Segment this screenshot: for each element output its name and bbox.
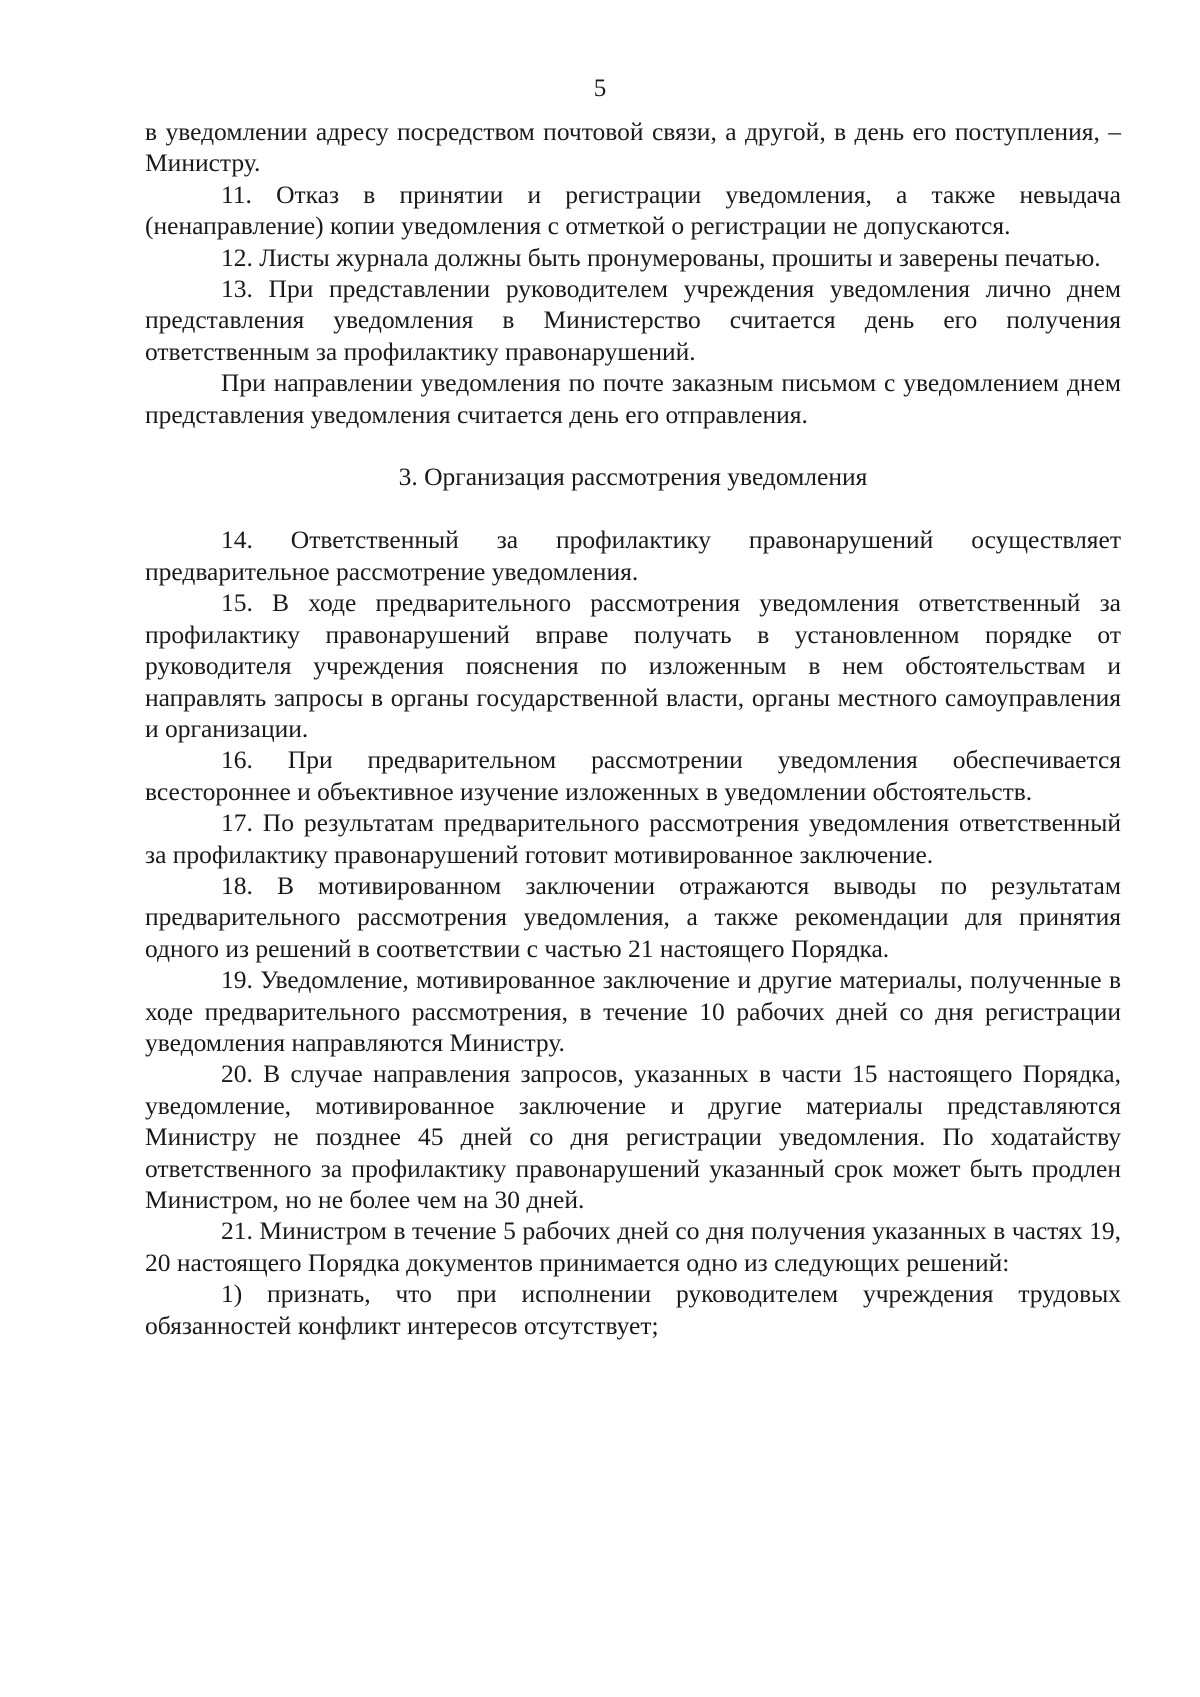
paragraph-12: 12. Листы журнала должны быть пронумерованы, прошиты и заверены печатью. — [221, 242, 1101, 272]
paragraph-13-mail: При направлении уведомления по почте заказным письмом с уведомлением днем представления уведомления считается день его отправления. — [145, 368, 1121, 429]
paragraph-17: 17. По результатам предварительного рассмотрения уведомления ответственный за профилактику правонарушений готовит мотивированное заключение. — [145, 808, 1121, 869]
paragraph-15: 15. В ходе предварительного рассмотрения уведомления ответственный за профилактику правонарушений вправе получать в установленном порядке от руководителя учреждения пояснения по изложенным в нем обстоятельствам и направлять запросы в органы государственной власти, органы местного самоуправления и организации. — [145, 588, 1121, 743]
paragraph-14: 14. Ответственный за профилактику правонарушений осуществляет предварительное рассмотрение уведомления. — [145, 525, 1121, 586]
paragraph-21: 21. Министром в течение 5 рабочих дней со дня получения указанных в частях 19, 20 настоящего Порядка документов принимается одно из следующих решений: — [145, 1216, 1121, 1277]
document-body — [145, 116, 1121, 1341]
paragraph-19: 19. Уведомление, мотивированное заключение и другие материалы, полученные в ходе предварительного рассмотрения, в течение 10 рабочих дней со дня регистрации уведомления направляются Министру. — [145, 965, 1121, 1057]
paragraph-11: 11. Отказ в принятии и регистрации уведомления, а также невыдача (ненаправление) копии уведомления с отметкой о регистрации не допускаются. — [145, 179, 1121, 241]
paragraph-18: 18. В мотивированном заключении отражаются выводы по результатам предварительного рассмотрения уведомления, а также рекомендации для принятия одного из решений в соответствии с частью 21 настоящего Порядка. — [145, 870, 1121, 963]
page-number: 5 — [593, 75, 607, 102]
paragraph-21-item-1: 1) признать, что при исполнении руководителем учреждения трудовых обязанностей конфликт интересов отсутствует; — [145, 1279, 1121, 1340]
paragraph-continuation: в уведомлении адресу посредством почтовой связи, а другой, в день его поступления, – Министру. — [145, 117, 1121, 178]
paragraph-16: 16. При предварительном рассмотрении уведомления обеспечивается всестороннее и объективное изучение изложенных в уведомлении обстоятельств. — [145, 745, 1121, 806]
paragraph-13: 13. При представлении руководителем учреждения уведомления лично днем представления уведомления в Министерство считается день его получения ответственным за профилактику правонарушений. — [145, 274, 1121, 366]
section-heading: 3. Организация рассмотрения уведомления — [398, 462, 868, 492]
paragraph-20: 20. В случае направления запросов, указанных в части 15 настоящего Порядка, уведомление, мотивированное заключение и другие материалы представляются Министру не позднее 45 дней со дня регистрации уведомления. По ходатайству ответственного за профилактику правонарушений указанный срок может быть продлен Министром, но не более чем на 30 дней. — [145, 1059, 1121, 1214]
